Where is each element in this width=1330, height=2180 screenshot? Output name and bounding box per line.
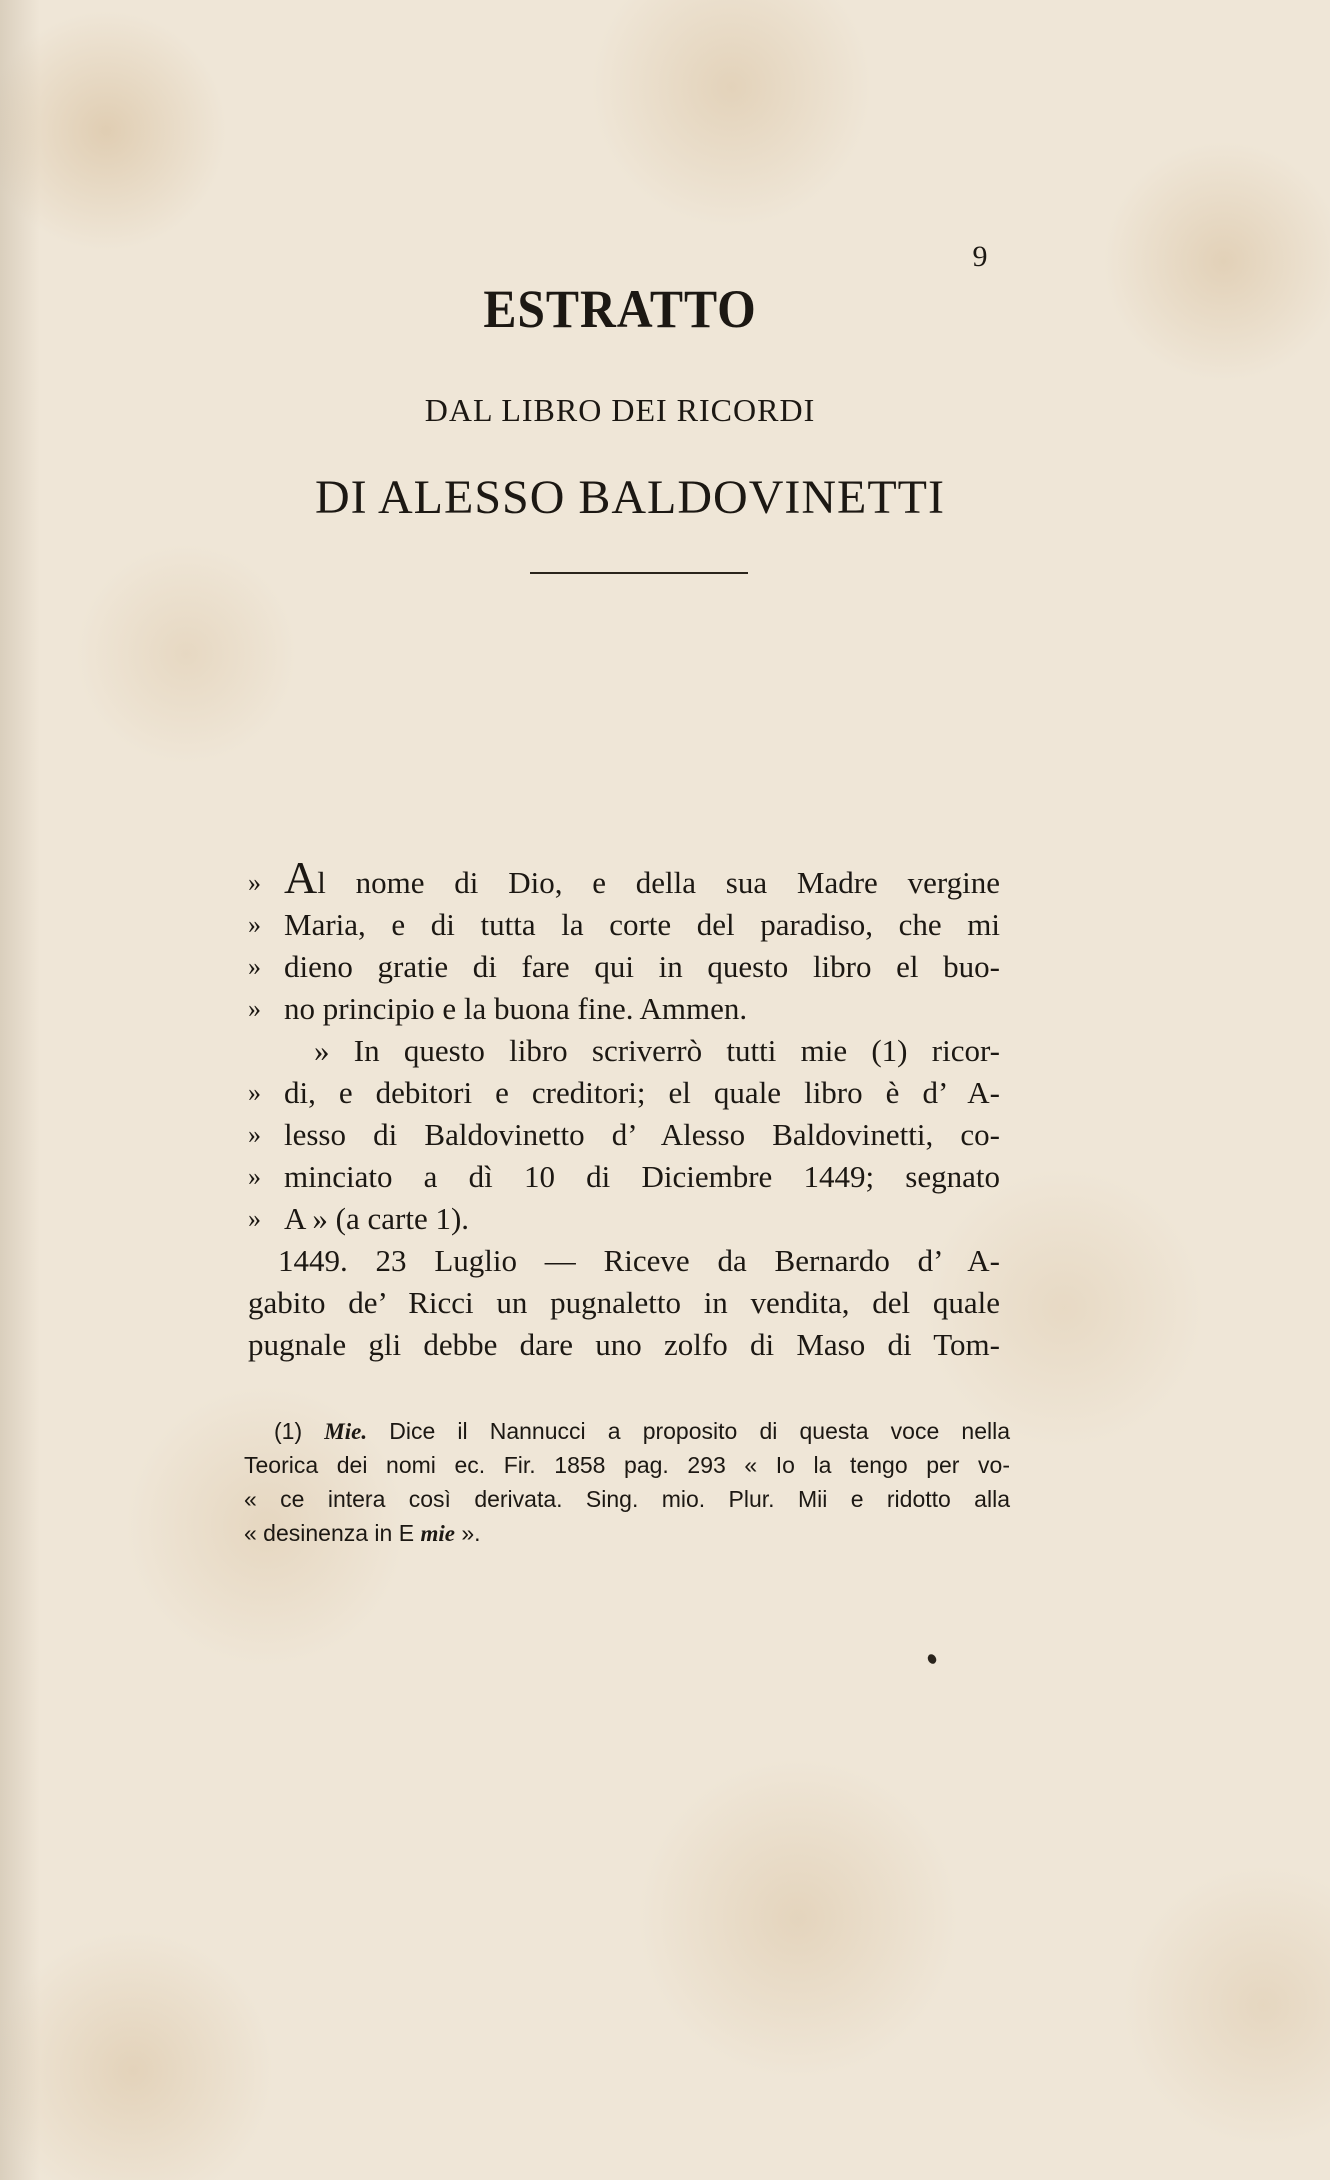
line-text: gabito de’ Ricci un pugnaletto in vendita, del quale bbox=[248, 1285, 1000, 1320]
line-text: no principio e la buona fine. Ammen. bbox=[284, 991, 748, 1026]
line-text: lesso di Baldovinetto d’ Alesso Baldovinetti, co- bbox=[284, 1117, 1000, 1152]
text-line bbox=[248, 1114, 1000, 1156]
drop-cap: A bbox=[284, 852, 318, 903]
footnote-line: « ce intera così derivata. Sing. mio. Plur. Mii e ridotto alla bbox=[244, 1486, 1010, 1512]
quote-mark: » bbox=[248, 910, 261, 939]
footnote-line: Teorica dei nomi ec. Fir. 1858 pag. 293 « Io la tengo per vo- bbox=[244, 1452, 1010, 1478]
quote-mark: » bbox=[248, 952, 261, 981]
line-text: A » (a carte 1). bbox=[284, 1201, 470, 1236]
footnote-text: Dice il Nannucci a proposito di questa voce nella bbox=[389, 1418, 1010, 1444]
text-line bbox=[248, 852, 1000, 904]
text-line bbox=[248, 1324, 1000, 1366]
quote-mark: » bbox=[248, 1204, 261, 1233]
page-number: 9 bbox=[972, 240, 988, 273]
body-text bbox=[248, 852, 1000, 1366]
footnote-text: ». bbox=[461, 1520, 481, 1546]
text-line bbox=[248, 1156, 1000, 1198]
text-line bbox=[248, 904, 1000, 946]
line-text: dieno gratie di fare qui in questo libro el buo- bbox=[284, 949, 1000, 984]
text-line bbox=[248, 988, 1000, 1030]
line-text: di, e debitori e creditori; el quale libro è d’ A- bbox=[284, 1075, 1000, 1110]
text-line bbox=[248, 1282, 1000, 1324]
footnote-term: Mie. bbox=[324, 1419, 368, 1444]
footnote-line bbox=[244, 1414, 1010, 1448]
footnote-line bbox=[244, 1516, 1010, 1550]
footnote bbox=[244, 1414, 1010, 1550]
quote-mark: » bbox=[248, 994, 261, 1023]
footnote-term: mie bbox=[420, 1521, 455, 1546]
title-rule bbox=[530, 572, 748, 574]
footnote-text: « desinenza in E bbox=[244, 1520, 415, 1546]
line-text: » In questo libro scriverrò tutti mie (1) ricor- bbox=[314, 1033, 1000, 1068]
text-line bbox=[248, 1072, 1000, 1114]
line-text: 1449. 23 Luglio — Riceve da Bernardo d’ A- bbox=[278, 1243, 1000, 1278]
line-text: Maria, e di tutta la corte del paradiso, che mi bbox=[284, 907, 1000, 942]
ink-mark bbox=[926, 1653, 938, 1666]
quote-mark: » bbox=[248, 868, 261, 897]
quote-mark: » bbox=[248, 1078, 261, 1107]
text-line bbox=[248, 946, 1000, 988]
line-text: pugnale gli debbe dare uno zolfo di Maso di Tom- bbox=[248, 1327, 1000, 1362]
quote-mark: » bbox=[248, 1120, 261, 1149]
text-line bbox=[248, 1030, 1000, 1072]
quote-mark bbox=[248, 1030, 284, 1072]
quote-mark: » bbox=[248, 1162, 261, 1191]
text-line bbox=[248, 1240, 1000, 1282]
page-title: ESTRATTO bbox=[483, 279, 757, 339]
text-line bbox=[248, 1198, 1000, 1240]
footnote-marker: (1) bbox=[274, 1418, 303, 1444]
page-subtitle: DAL LIBRO DEI RICORDI bbox=[424, 392, 816, 428]
author-heading: DI ALESSO BALDOVINETTI bbox=[315, 471, 945, 524]
line-text: minciato a dì 10 di Diciembre 1449; segnato bbox=[284, 1159, 1000, 1194]
line-text: l nome di Dio, e della sua Madre vergine bbox=[317, 865, 1000, 900]
